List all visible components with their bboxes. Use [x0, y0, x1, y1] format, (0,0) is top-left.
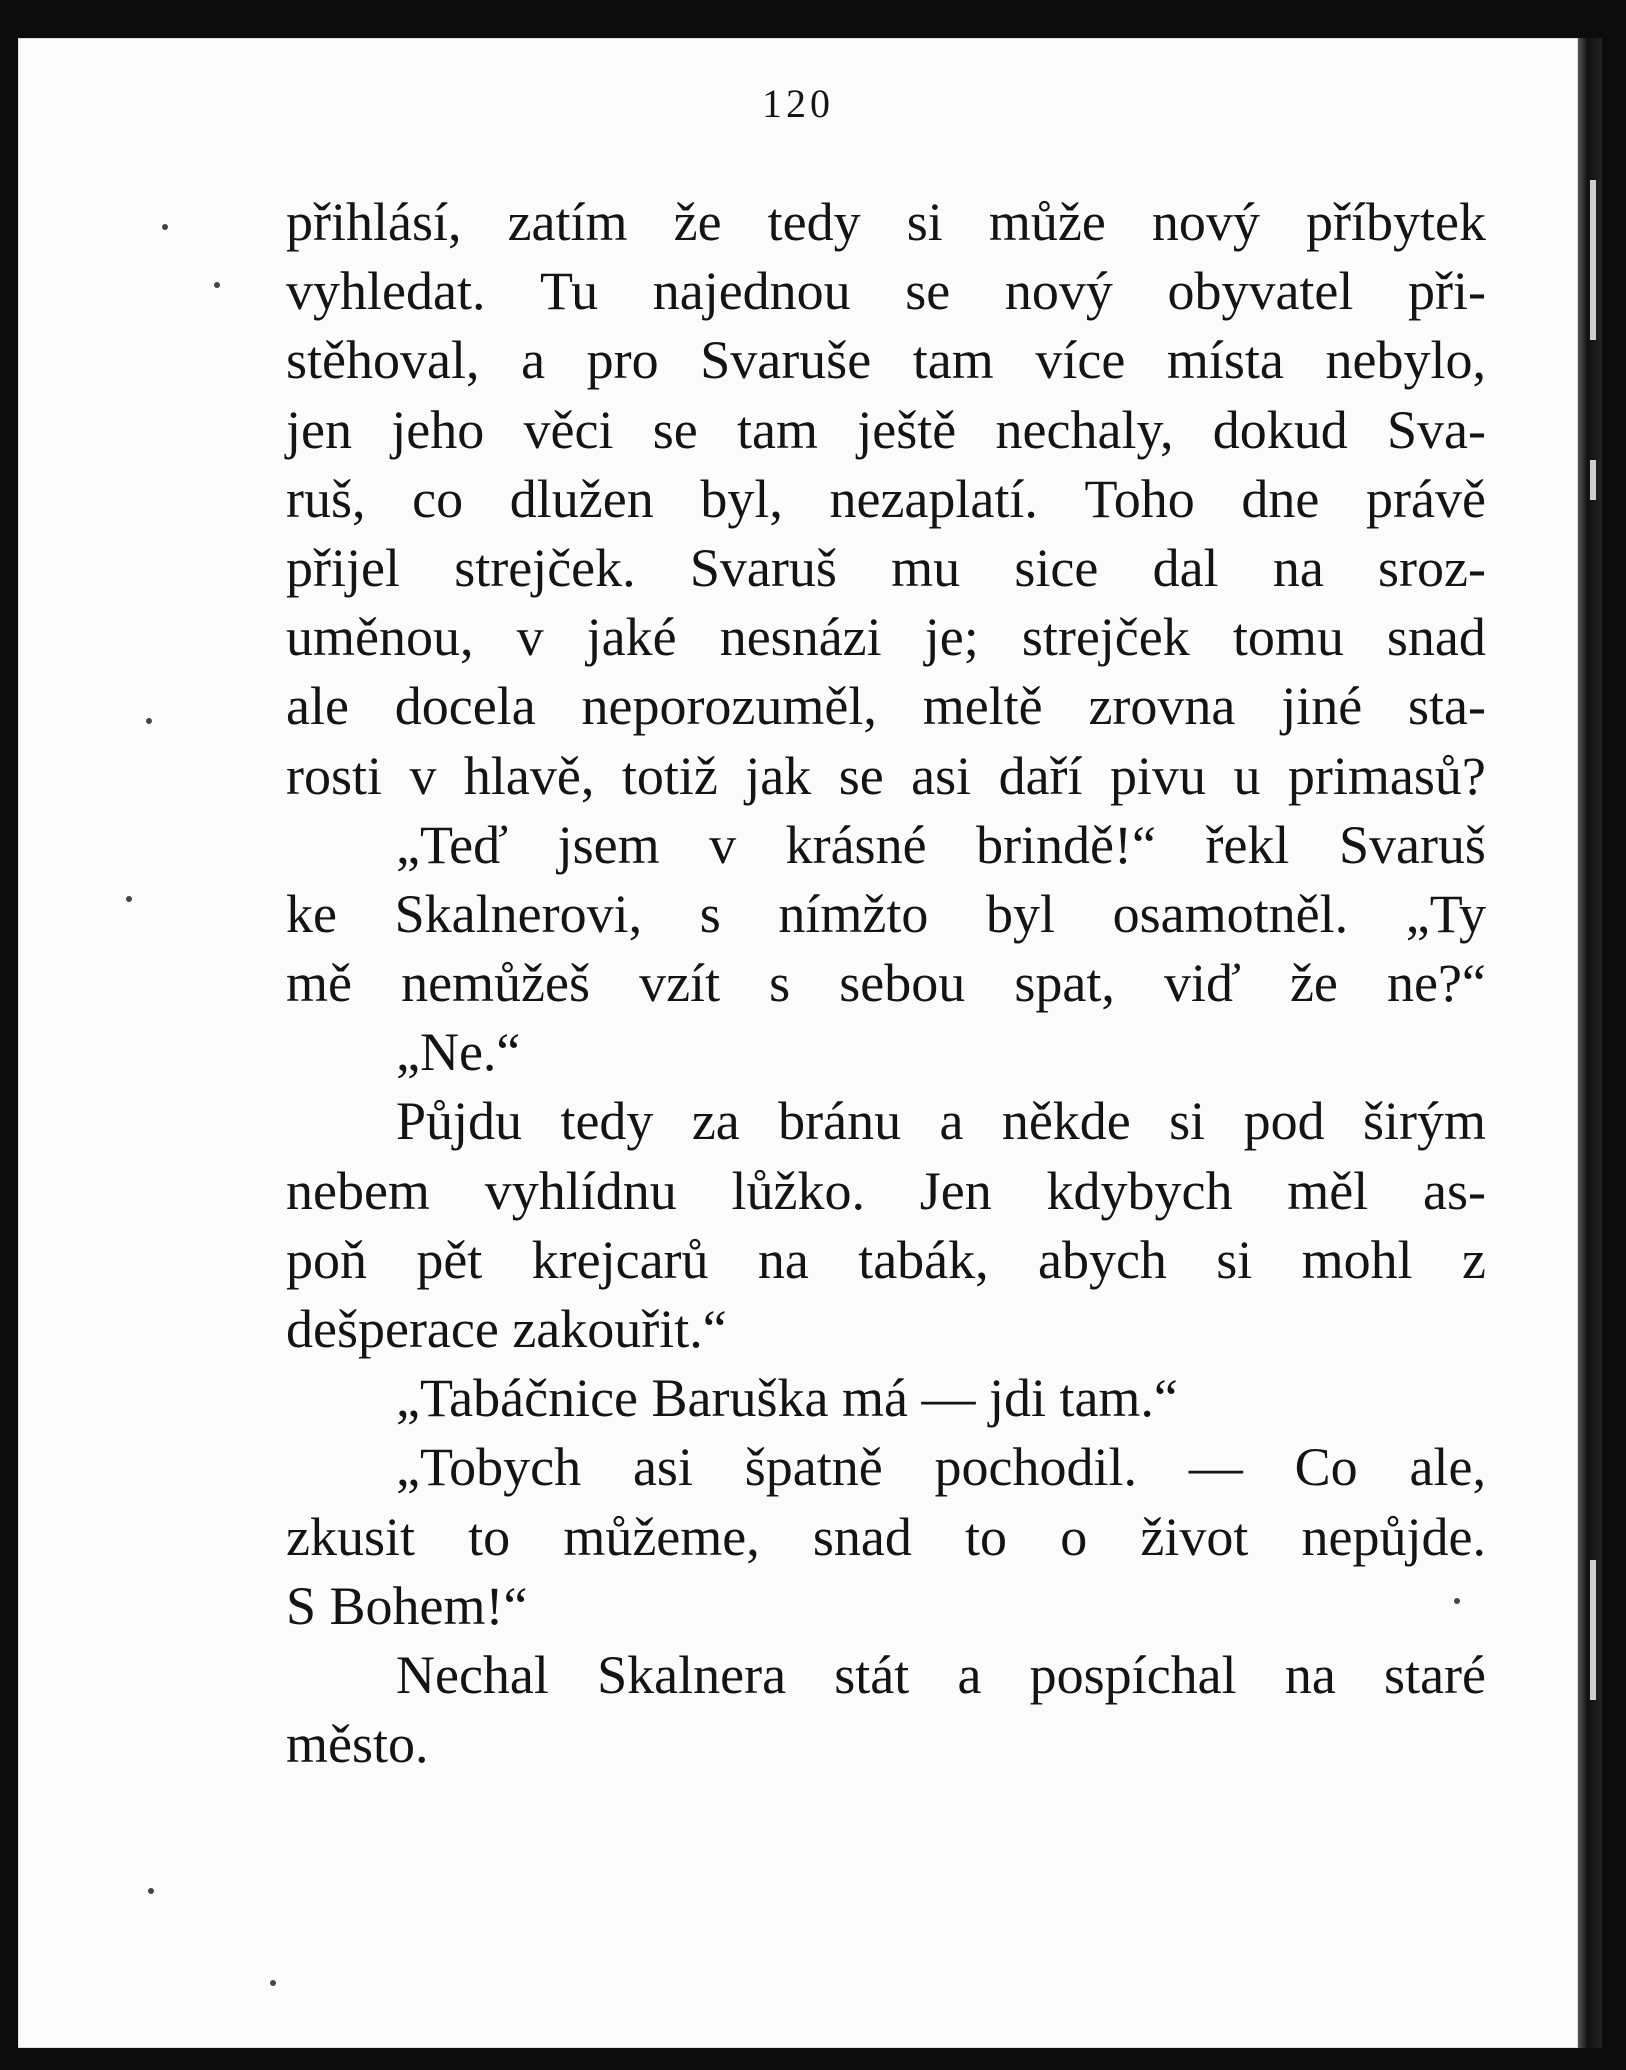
text-word: osamotněl. — [1112, 883, 1349, 944]
speck — [146, 718, 152, 724]
text-line — [286, 1641, 1486, 1710]
text-word: věci — [523, 399, 614, 460]
text-word: docela — [394, 676, 536, 737]
text-word: špatně — [744, 1437, 883, 1498]
text-word: tabák, — [858, 1229, 989, 1290]
text-line-content: město. — [286, 1714, 429, 1775]
text-line — [286, 742, 1486, 811]
text-word: co — [412, 468, 464, 529]
text-word: vyhledat. — [286, 261, 486, 322]
text-word: se — [652, 399, 698, 460]
text-word: Tu — [540, 261, 599, 322]
text-word: uměnou, — [286, 607, 474, 668]
text-word: rosti — [286, 745, 383, 806]
text-word: pod — [1243, 1091, 1325, 1152]
text-word: dlužen — [509, 468, 654, 529]
text-word: Sva- — [1387, 399, 1486, 460]
text-word: staré — [1384, 1644, 1486, 1705]
text-line — [286, 672, 1486, 741]
text-word: obyvatel — [1167, 261, 1354, 322]
text-word: nechaly, — [995, 399, 1174, 460]
text-word: ale, — [1409, 1437, 1486, 1498]
text-word: strejček. — [454, 537, 636, 598]
text-word: vyhlídnu — [484, 1160, 677, 1221]
text-word: nebylo, — [1325, 330, 1486, 391]
text-word: sice — [1014, 537, 1099, 598]
text-word: nový — [1151, 192, 1260, 252]
page-number: 120 — [762, 81, 834, 126]
text-word: nový — [1004, 261, 1113, 322]
text-word: tedy — [560, 1091, 654, 1152]
speck — [148, 1888, 154, 1894]
text-word: Skalnera — [597, 1644, 787, 1705]
text-word: mě — [286, 953, 352, 1014]
text-word: snad — [1386, 607, 1486, 668]
text-word: se — [905, 261, 951, 322]
text-word: sroz- — [1378, 537, 1486, 598]
text-word: na — [1284, 1644, 1336, 1705]
speck — [1454, 1598, 1460, 1604]
text-line — [286, 465, 1486, 534]
text-word: tam — [737, 399, 819, 460]
text-word: „Teď — [396, 814, 509, 875]
text-line — [286, 1572, 1486, 1641]
text-word: byl — [986, 883, 1056, 944]
text-word: o — [1060, 1506, 1088, 1567]
text-word: jiné — [1281, 676, 1363, 737]
page-text — [286, 188, 1486, 1779]
text-word: jeho — [391, 399, 485, 460]
speck — [214, 282, 220, 288]
text-word: může — [988, 192, 1106, 252]
text-word: stát — [834, 1644, 910, 1705]
spine-tick — [1590, 180, 1596, 340]
text-word: poň — [286, 1229, 367, 1290]
text-word: mu — [891, 537, 961, 598]
text-word: můžeme, — [563, 1506, 760, 1567]
text-word: při- — [1408, 261, 1486, 322]
text-word: nímžto — [778, 883, 929, 944]
text-line-content: „Ne.“ — [396, 1022, 521, 1083]
text-word: si — [1216, 1229, 1253, 1290]
text-word: právě — [1366, 468, 1486, 529]
spine-tick — [1590, 1560, 1596, 1700]
text-word: ještě — [857, 399, 957, 460]
text-word: — — [1188, 1437, 1243, 1498]
text-word: Skalnerovi, — [394, 883, 643, 944]
text-word: pospíchal — [1029, 1644, 1237, 1705]
text-word: asi — [911, 745, 972, 806]
text-line — [286, 326, 1486, 395]
text-word: je; — [924, 607, 979, 668]
text-word: as- — [1422, 1160, 1486, 1221]
text-line — [286, 1433, 1486, 1502]
text-word: Svaruše — [700, 330, 872, 391]
text-word: se — [838, 745, 884, 806]
text-word: nepůjde. — [1301, 1506, 1486, 1567]
text-word: si — [1169, 1091, 1206, 1152]
speck — [270, 1980, 276, 1986]
text-word: jen — [286, 399, 352, 460]
spine-tick — [1590, 460, 1596, 500]
text-line-content: dešperace zakouřit.“ — [286, 1299, 727, 1359]
text-word: u — [1233, 745, 1261, 806]
text-line — [286, 880, 1486, 949]
text-word: v — [709, 814, 737, 875]
text-word: nesnázi — [719, 607, 882, 668]
text-word: příbytek — [1306, 192, 1486, 252]
text-word: pro — [586, 330, 659, 391]
text-word: viď — [1163, 953, 1241, 1014]
text-word: najednou — [652, 261, 851, 322]
text-word: Půjdu — [396, 1091, 523, 1152]
text-word: mohl — [1301, 1229, 1413, 1290]
text-word: z — [1462, 1229, 1486, 1290]
text-word: byl, — [700, 468, 783, 529]
text-line — [286, 603, 1486, 672]
text-word: dal — [1152, 537, 1219, 598]
text-word: přijel — [286, 537, 400, 598]
text-word: někde — [1001, 1091, 1131, 1152]
text-word: v — [409, 745, 437, 806]
text-word: spat, — [1014, 953, 1115, 1014]
text-word: zkusit — [286, 1506, 415, 1567]
text-word: přihlásí, — [286, 192, 462, 252]
text-word: život — [1140, 1506, 1249, 1567]
text-word: tedy — [767, 192, 861, 252]
text-word: nezaplatí. — [829, 468, 1038, 529]
text-word: daří — [998, 745, 1083, 806]
text-word: to — [965, 1506, 1008, 1567]
text-word: Svaruš — [1338, 814, 1486, 875]
text-word: více — [1035, 330, 1126, 391]
text-word: brindě!“ — [976, 814, 1156, 875]
text-word: snad — [812, 1506, 912, 1567]
text-word: abych — [1038, 1229, 1167, 1290]
text-word: vzít — [639, 953, 721, 1014]
text-word: lůžko. — [731, 1160, 865, 1221]
text-word: a — [521, 330, 546, 391]
text-word: si — [906, 192, 943, 252]
text-line — [286, 257, 1486, 326]
text-word: řekl — [1205, 814, 1290, 875]
text-word: zrovna — [1088, 676, 1236, 737]
text-line-content: „Tabáčnice Baruška má — jdi tam.“ — [396, 1368, 1178, 1429]
text-word: bránu — [778, 1091, 902, 1152]
text-line — [286, 1295, 1486, 1364]
speck — [162, 224, 168, 230]
book-page — [18, 38, 1578, 2048]
text-word: širým — [1362, 1091, 1486, 1152]
text-word: „Tobych — [396, 1437, 582, 1498]
text-line — [286, 534, 1486, 603]
text-word: strejček — [1021, 607, 1190, 668]
text-word: sta- — [1408, 676, 1486, 737]
text-word: že — [673, 192, 722, 252]
text-word: krásné — [785, 814, 927, 875]
text-line — [286, 1087, 1486, 1156]
text-line — [286, 811, 1486, 880]
text-word: tam — [912, 330, 994, 391]
text-word: ale — [286, 676, 349, 737]
text-word: Toho — [1084, 468, 1195, 529]
text-line — [286, 1018, 1486, 1087]
text-word: dne — [1241, 468, 1320, 529]
text-line — [286, 1710, 1486, 1779]
text-line — [286, 396, 1486, 465]
text-line — [286, 1226, 1486, 1295]
text-word: s — [699, 883, 721, 944]
text-word: to — [468, 1506, 511, 1567]
text-word: ke — [286, 883, 337, 944]
text-word: nebem — [286, 1160, 430, 1221]
text-word: dokud — [1212, 399, 1348, 460]
text-word: nemůžeš — [401, 953, 590, 1014]
text-word: na — [1272, 537, 1324, 598]
speck — [126, 896, 132, 902]
text-word: Co — [1294, 1437, 1358, 1498]
text-word: jsem — [557, 814, 660, 875]
text-word: zatím — [507, 192, 628, 252]
text-word: Svaruš — [689, 537, 837, 598]
text-word: neporozuměl, — [581, 676, 877, 737]
text-word: na — [757, 1229, 809, 1290]
text-word: že — [1289, 953, 1338, 1014]
text-word: a — [939, 1091, 964, 1152]
text-line — [286, 1157, 1486, 1226]
text-word: za — [691, 1091, 740, 1152]
text-word: krejcarů — [531, 1229, 709, 1290]
text-word: meltě — [922, 676, 1043, 737]
text-word: a — [957, 1644, 982, 1705]
text-word: pivu — [1110, 745, 1207, 806]
text-line — [286, 1364, 1486, 1433]
text-word: s — [769, 953, 791, 1014]
text-line — [286, 949, 1486, 1018]
text-word: ne?“ — [1387, 953, 1486, 1014]
text-word: asi — [632, 1437, 693, 1498]
text-word: tomu — [1232, 607, 1344, 668]
text-word: primasů? — [1287, 745, 1486, 806]
text-word: sebou — [839, 953, 966, 1014]
text-word: jak — [745, 745, 812, 806]
text-word: Nechal — [396, 1644, 549, 1705]
text-word: ruš, — [286, 468, 366, 529]
text-word: hlavě, — [463, 745, 595, 806]
text-word: kdybych — [1046, 1160, 1233, 1221]
text-line — [286, 188, 1486, 257]
text-word: v — [516, 607, 544, 668]
text-line-content: S Bohem!“ — [286, 1575, 528, 1636]
text-word: stěhoval, — [286, 330, 480, 391]
text-word: „Ty — [1405, 883, 1486, 944]
text-word: pět — [416, 1229, 483, 1290]
text-word: jaké — [586, 607, 677, 668]
text-word: měl — [1287, 1160, 1369, 1221]
text-word: Jen — [919, 1160, 992, 1221]
text-word: totiž — [621, 745, 718, 806]
text-word: pochodil. — [934, 1437, 1138, 1498]
text-word: místa — [1166, 330, 1284, 391]
text-line — [286, 1503, 1486, 1572]
